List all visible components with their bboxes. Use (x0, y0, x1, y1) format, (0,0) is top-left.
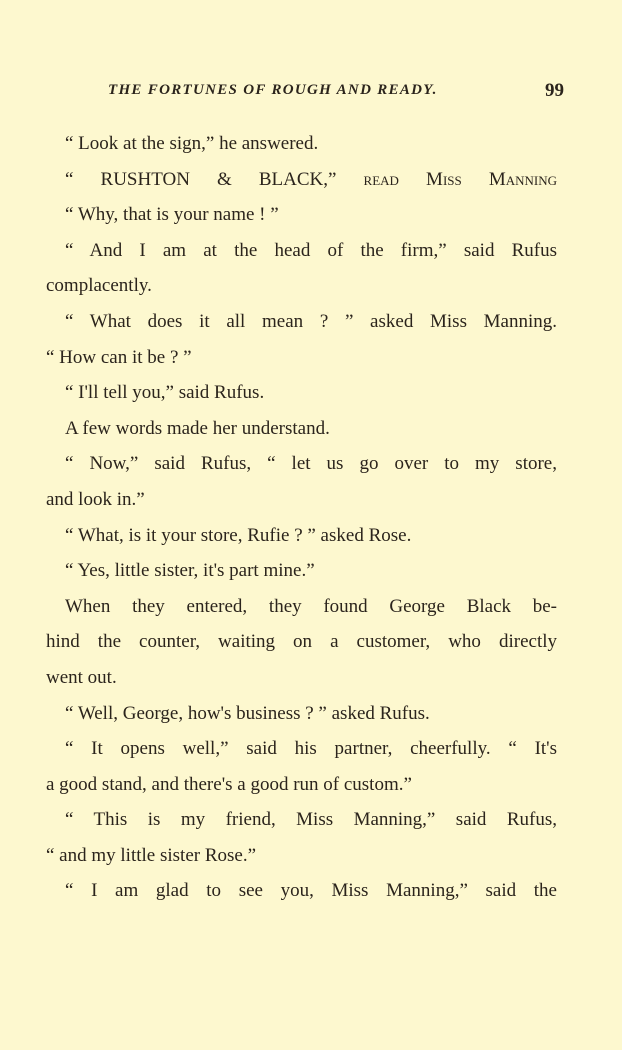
text-line: “ Now,” said Rufus, “ let us go over to my store, (65, 453, 557, 475)
text-line: “ Yes, little sister, it's part mine.” (65, 560, 315, 582)
text-line: “ How can it be ? ” (46, 346, 192, 368)
text-line: “ and my little sister Rose.” (46, 844, 257, 866)
text-line: “ Why, that is your name ! ” (65, 204, 279, 226)
text-line: “ Well, George, how's business ? ” asked Rufus. (65, 702, 430, 724)
text-line: “ And I am at the head of the firm,” said Rufus (65, 239, 557, 261)
text-line: went out. (46, 666, 117, 688)
text-line: and look in.” (46, 488, 145, 510)
running-title: THE FORTUNES OF ROUGH AND READY. (108, 82, 438, 98)
text-line: complacently. (46, 275, 152, 297)
text-line: “ This is my friend, Miss Manning,” said Rufus, (65, 809, 557, 831)
page-number: 99 (545, 80, 564, 101)
text-line: “ Look at the sign,” he answered. (65, 133, 319, 154)
text-line: a good stand, and there's a good run of custom.” (46, 773, 412, 795)
text-line: “ It opens well,” said his partner, cheerfully. “ It's (65, 738, 557, 760)
text-line: When they entered, they found George Black be- (65, 595, 557, 617)
text-line: “ What, is it your store, Rufie ? ” asked Rose. (65, 524, 412, 546)
text-line: “ RUSHTON & BLACK,” read Miss Manning (65, 168, 557, 190)
text-line: “ What does it all mean ? ” asked Miss Manning. (65, 310, 557, 332)
body-text (46, 126, 557, 909)
running-head (46, 80, 564, 104)
text-line: “ I am glad to see you, Miss Manning,” said the (65, 880, 557, 902)
text-line: hind the counter, waiting on a customer, who directly (46, 631, 557, 653)
text-line: A few words made her understand. (65, 417, 330, 439)
text-line: “ I'll tell you,” said Rufus. (65, 382, 265, 404)
